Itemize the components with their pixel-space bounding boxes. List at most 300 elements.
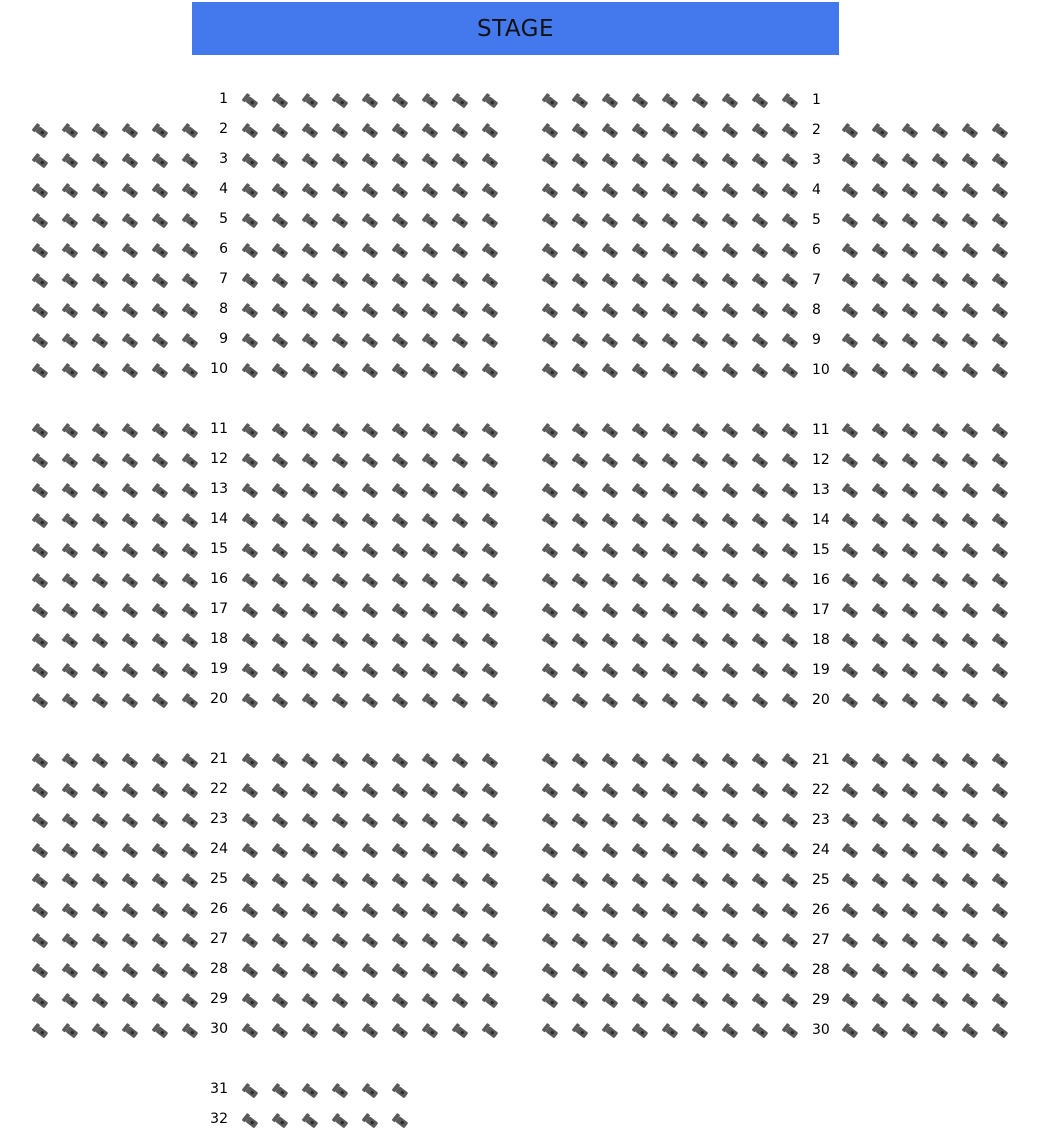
seat-left-row18-3[interactable] — [301, 633, 321, 649]
seat-left-row19-3[interactable] — [301, 663, 321, 679]
seat-left-row2-1[interactable] — [241, 123, 261, 139]
seat-left-row16-7[interactable] — [421, 573, 441, 589]
seat-right-row21-1[interactable] — [541, 753, 561, 769]
seat-right-row21-2[interactable] — [571, 753, 591, 769]
seat-left-row1-2[interactable] — [271, 93, 291, 109]
seat-left-row6-9[interactable] — [481, 243, 501, 259]
seat-right-row24-outer-1[interactable] — [841, 843, 861, 859]
seat-left-row19-outer-2[interactable] — [61, 663, 81, 679]
seat-left-row15-4[interactable] — [331, 543, 351, 559]
seat-left-row2-outer-4[interactable] — [121, 123, 141, 139]
seat-left-row8-9[interactable] — [481, 303, 501, 319]
seat-left-row12-5[interactable] — [361, 453, 381, 469]
seat-right-row4-1[interactable] — [541, 183, 561, 199]
seat-left-row26-1[interactable] — [241, 903, 261, 919]
seat-right-row5-9[interactable] — [781, 213, 801, 229]
seat-right-row5-outer-6[interactable] — [991, 213, 1011, 229]
seat-left-row25-outer-1[interactable] — [31, 873, 51, 889]
seat-left-row7-6[interactable] — [391, 273, 411, 289]
seat-right-row9-4[interactable] — [631, 333, 651, 349]
seat-left-row27-8[interactable] — [451, 933, 471, 949]
seat-left-row22-3[interactable] — [301, 783, 321, 799]
seat-left-row24-outer-5[interactable] — [151, 843, 171, 859]
seat-left-row20-6[interactable] — [391, 693, 411, 709]
seat-right-row14-1[interactable] — [541, 513, 561, 529]
seat-left-row19-4[interactable] — [331, 663, 351, 679]
seat-left-row28-9[interactable] — [481, 963, 501, 979]
seat-left-row1-3[interactable] — [301, 93, 321, 109]
seat-left-row14-8[interactable] — [451, 513, 471, 529]
seat-left-row5-outer-2[interactable] — [61, 213, 81, 229]
seat-left-row20-outer-1[interactable] — [31, 693, 51, 709]
seat-left-row21-2[interactable] — [271, 753, 291, 769]
seat-left-row7-8[interactable] — [451, 273, 471, 289]
seat-right-row6-7[interactable] — [721, 243, 741, 259]
seat-left-row18-1[interactable] — [241, 633, 261, 649]
seat-right-row27-8[interactable] — [751, 933, 771, 949]
seat-left-row25-4[interactable] — [331, 873, 351, 889]
seat-left-row29-9[interactable] — [481, 993, 501, 1009]
seat-right-row8-outer-2[interactable] — [871, 303, 891, 319]
seat-left-row12-8[interactable] — [451, 453, 471, 469]
seat-left-row8-outer-4[interactable] — [121, 303, 141, 319]
seat-left-row25-outer-4[interactable] — [121, 873, 141, 889]
seat-left-row21-9[interactable] — [481, 753, 501, 769]
seat-right-row13-outer-2[interactable] — [871, 483, 891, 499]
seat-left-row16-outer-4[interactable] — [121, 573, 141, 589]
seat-left-row25-outer-3[interactable] — [91, 873, 111, 889]
seat-right-row10-1[interactable] — [541, 363, 561, 379]
seat-right-row7-outer-5[interactable] — [961, 273, 981, 289]
seat-left-row1-4[interactable] — [331, 93, 351, 109]
seat-right-row10-5[interactable] — [661, 363, 681, 379]
seat-left-row26-2[interactable] — [271, 903, 291, 919]
seat-left-row22-7[interactable] — [421, 783, 441, 799]
seat-right-row16-6[interactable] — [691, 573, 711, 589]
seat-right-row23-8[interactable] — [751, 813, 771, 829]
seat-left-row25-outer-5[interactable] — [151, 873, 171, 889]
seat-right-row4-outer-1[interactable] — [841, 183, 861, 199]
seat-left-row19-outer-3[interactable] — [91, 663, 111, 679]
seat-left-row14-outer-5[interactable] — [151, 513, 171, 529]
seat-right-row20-4[interactable] — [631, 693, 651, 709]
seat-left-row26-outer-5[interactable] — [151, 903, 171, 919]
seat-left-row12-outer-5[interactable] — [151, 453, 171, 469]
seat-left-row10-3[interactable] — [301, 363, 321, 379]
seat-right-row5-2[interactable] — [571, 213, 591, 229]
seat-right-row26-outer-5[interactable] — [961, 903, 981, 919]
seat-left-row6-5[interactable] — [361, 243, 381, 259]
seat-left-row25-1[interactable] — [241, 873, 261, 889]
seat-left-row20-outer-4[interactable] — [121, 693, 141, 709]
seat-left-row19-6[interactable] — [391, 663, 411, 679]
seat-right-row27-outer-5[interactable] — [961, 933, 981, 949]
seat-right-row25-outer-6[interactable] — [991, 873, 1011, 889]
seat-left-row11-2[interactable] — [271, 423, 291, 439]
seat-right-row15-4[interactable] — [631, 543, 651, 559]
seat-right-row19-8[interactable] — [751, 663, 771, 679]
seat-left-row3-outer-4[interactable] — [121, 153, 141, 169]
seat-left-row16-6[interactable] — [391, 573, 411, 589]
seat-right-row20-6[interactable] — [691, 693, 711, 709]
seat-left-row1-7[interactable] — [421, 93, 441, 109]
seat-left-row23-7[interactable] — [421, 813, 441, 829]
seat-right-row24-2[interactable] — [571, 843, 591, 859]
seat-left-row26-7[interactable] — [421, 903, 441, 919]
seat-left-row17-outer-3[interactable] — [91, 603, 111, 619]
seat-left-row18-9[interactable] — [481, 633, 501, 649]
seat-right-row16-4[interactable] — [631, 573, 651, 589]
seat-left-row26-outer-2[interactable] — [61, 903, 81, 919]
seat-right-row23-outer-3[interactable] — [901, 813, 921, 829]
seat-left-row20-5[interactable] — [361, 693, 381, 709]
seat-left-row12-4[interactable] — [331, 453, 351, 469]
seat-left-row21-1[interactable] — [241, 753, 261, 769]
seat-left-row2-outer-5[interactable] — [151, 123, 171, 139]
seat-right-row17-outer-4[interactable] — [931, 603, 951, 619]
seat-left-row27-outer-4[interactable] — [121, 933, 141, 949]
seat-left-row17-4[interactable] — [331, 603, 351, 619]
seat-left-row12-3[interactable] — [301, 453, 321, 469]
seat-left-row3-7[interactable] — [421, 153, 441, 169]
seat-right-row4-outer-2[interactable] — [871, 183, 891, 199]
seat-right-row24-1[interactable] — [541, 843, 561, 859]
seat-left-row24-7[interactable] — [421, 843, 441, 859]
seat-right-row23-outer-1[interactable] — [841, 813, 861, 829]
seat-right-row22-7[interactable] — [721, 783, 741, 799]
seat-right-row26-8[interactable] — [751, 903, 771, 919]
seat-left-row14-outer-2[interactable] — [61, 513, 81, 529]
seat-left-row29-5[interactable] — [361, 993, 381, 1009]
seat-right-row13-outer-4[interactable] — [931, 483, 951, 499]
seat-left-row9-6[interactable] — [391, 333, 411, 349]
seat-right-row10-9[interactable] — [781, 363, 801, 379]
seat-right-row24-outer-6[interactable] — [991, 843, 1011, 859]
seat-right-row6-outer-6[interactable] — [991, 243, 1011, 259]
seat-right-row23-2[interactable] — [571, 813, 591, 829]
seat-right-row21-outer-4[interactable] — [931, 753, 951, 769]
seat-right-row27-4[interactable] — [631, 933, 651, 949]
seat-left-row15-8[interactable] — [451, 543, 471, 559]
seat-left-row26-outer-4[interactable] — [121, 903, 141, 919]
seat-left-row22-1[interactable] — [241, 783, 261, 799]
seat-right-row24-3[interactable] — [601, 843, 621, 859]
seat-left-row2-outer-3[interactable] — [91, 123, 111, 139]
seat-right-row12-9[interactable] — [781, 453, 801, 469]
seat-right-row7-5[interactable] — [661, 273, 681, 289]
seat-left-row10-2[interactable] — [271, 363, 291, 379]
seat-right-row30-8[interactable] — [751, 1023, 771, 1039]
seat-left-row29-outer-1[interactable] — [31, 993, 51, 1009]
seat-right-row26-1[interactable] — [541, 903, 561, 919]
seat-right-row28-6[interactable] — [691, 963, 711, 979]
seat-right-row29-outer-1[interactable] — [841, 993, 861, 1009]
seat-right-row2-outer-2[interactable] — [871, 123, 891, 139]
seat-right-row3-4[interactable] — [631, 153, 651, 169]
seat-right-row22-2[interactable] — [571, 783, 591, 799]
seat-right-row23-outer-6[interactable] — [991, 813, 1011, 829]
seat-right-row3-3[interactable] — [601, 153, 621, 169]
seat-left-row22-outer-2[interactable] — [61, 783, 81, 799]
seat-left-row14-5[interactable] — [361, 513, 381, 529]
seat-right-row19-1[interactable] — [541, 663, 561, 679]
seat-left-row25-6[interactable] — [391, 873, 411, 889]
seat-right-row4-9[interactable] — [781, 183, 801, 199]
seat-right-row21-5[interactable] — [661, 753, 681, 769]
seat-right-row16-9[interactable] — [781, 573, 801, 589]
seat-left-row10-outer-1[interactable] — [31, 363, 51, 379]
seat-right-row6-9[interactable] — [781, 243, 801, 259]
seat-right-row29-2[interactable] — [571, 993, 591, 1009]
seat-left-row27-5[interactable] — [361, 933, 381, 949]
seat-left-row4-5[interactable] — [361, 183, 381, 199]
seat-right-row23-7[interactable] — [721, 813, 741, 829]
seat-left-row8-5[interactable] — [361, 303, 381, 319]
seat-left-row15-7[interactable] — [421, 543, 441, 559]
seat-left-row4-7[interactable] — [421, 183, 441, 199]
seat-left-row12-1[interactable] — [241, 453, 261, 469]
seat-right-row7-outer-6[interactable] — [991, 273, 1011, 289]
seat-left-row21-outer-1[interactable] — [31, 753, 51, 769]
seat-right-row2-8[interactable] — [751, 123, 771, 139]
seat-right-row9-outer-1[interactable] — [841, 333, 861, 349]
seat-right-row18-outer-6[interactable] — [991, 633, 1011, 649]
seat-right-row14-6[interactable] — [691, 513, 711, 529]
seat-right-row3-6[interactable] — [691, 153, 711, 169]
seat-left-row1-6[interactable] — [391, 93, 411, 109]
seat-left-row29-1[interactable] — [241, 993, 261, 1009]
seat-right-row1-9[interactable] — [781, 93, 801, 109]
seat-left-row16-9[interactable] — [481, 573, 501, 589]
seat-right-row20-outer-5[interactable] — [961, 693, 981, 709]
seat-right-row14-8[interactable] — [751, 513, 771, 529]
seat-left-row25-outer-2[interactable] — [61, 873, 81, 889]
seat-right-row25-1[interactable] — [541, 873, 561, 889]
seat-left-row6-4[interactable] — [331, 243, 351, 259]
seat-right-row29-outer-4[interactable] — [931, 993, 951, 1009]
seat-right-row29-3[interactable] — [601, 993, 621, 1009]
seat-left-row18-outer-4[interactable] — [121, 633, 141, 649]
seat-left-row25-7[interactable] — [421, 873, 441, 889]
seat-right-row3-outer-2[interactable] — [871, 153, 891, 169]
seat-left-row11-outer-1[interactable] — [31, 423, 51, 439]
seat-left-row12-9[interactable] — [481, 453, 501, 469]
seat-left-row6-outer-1[interactable] — [31, 243, 51, 259]
seat-right-row9-outer-3[interactable] — [901, 333, 921, 349]
seat-left-row26-8[interactable] — [451, 903, 471, 919]
seat-left-row26-outer-3[interactable] — [91, 903, 111, 919]
seat-left-row1-9[interactable] — [481, 93, 501, 109]
seat-left-row31-1[interactable] — [241, 1083, 261, 1099]
seat-left-row1-1[interactable] — [241, 93, 261, 109]
seat-left-row26-3[interactable] — [301, 903, 321, 919]
seat-right-row7-1[interactable] — [541, 273, 561, 289]
seat-left-row19-9[interactable] — [481, 663, 501, 679]
seat-left-row18-5[interactable] — [361, 633, 381, 649]
seat-left-row29-3[interactable] — [301, 993, 321, 1009]
seat-right-row9-2[interactable] — [571, 333, 591, 349]
seat-left-row14-outer-4[interactable] — [121, 513, 141, 529]
seat-right-row20-2[interactable] — [571, 693, 591, 709]
seat-left-row27-outer-2[interactable] — [61, 933, 81, 949]
seat-right-row22-4[interactable] — [631, 783, 651, 799]
seat-right-row9-outer-4[interactable] — [931, 333, 951, 349]
seat-right-row18-5[interactable] — [661, 633, 681, 649]
seat-right-row16-2[interactable] — [571, 573, 591, 589]
seat-right-row18-4[interactable] — [631, 633, 651, 649]
seat-right-row7-6[interactable] — [691, 273, 711, 289]
seat-left-row23-outer-4[interactable] — [121, 813, 141, 829]
seat-right-row15-1[interactable] — [541, 543, 561, 559]
seat-right-row13-outer-6[interactable] — [991, 483, 1011, 499]
seat-left-row22-2[interactable] — [271, 783, 291, 799]
seat-right-row29-5[interactable] — [661, 993, 681, 1009]
seat-left-row19-outer-4[interactable] — [121, 663, 141, 679]
seat-left-row23-2[interactable] — [271, 813, 291, 829]
seat-left-row32-6[interactable] — [391, 1113, 411, 1129]
seat-right-row11-1[interactable] — [541, 423, 561, 439]
seat-left-row9-5[interactable] — [361, 333, 381, 349]
seat-left-row9-7[interactable] — [421, 333, 441, 349]
seat-right-row17-9[interactable] — [781, 603, 801, 619]
seat-left-row27-3[interactable] — [301, 933, 321, 949]
seat-left-row8-outer-2[interactable] — [61, 303, 81, 319]
seat-right-row5-4[interactable] — [631, 213, 651, 229]
seat-right-row16-outer-5[interactable] — [961, 573, 981, 589]
seat-left-row11-outer-3[interactable] — [91, 423, 111, 439]
seat-right-row4-outer-3[interactable] — [901, 183, 921, 199]
seat-left-row17-2[interactable] — [271, 603, 291, 619]
seat-right-row15-2[interactable] — [571, 543, 591, 559]
seat-left-row4-outer-2[interactable] — [61, 183, 81, 199]
seat-left-row26-5[interactable] — [361, 903, 381, 919]
seat-right-row27-6[interactable] — [691, 933, 711, 949]
seat-right-row21-4[interactable] — [631, 753, 651, 769]
seat-left-row17-outer-4[interactable] — [121, 603, 141, 619]
seat-left-row25-8[interactable] — [451, 873, 471, 889]
seat-right-row2-9[interactable] — [781, 123, 801, 139]
seat-left-row1-8[interactable] — [451, 93, 471, 109]
seat-right-row25-8[interactable] — [751, 873, 771, 889]
seat-left-row21-outer-3[interactable] — [91, 753, 111, 769]
seat-left-row16-1[interactable] — [241, 573, 261, 589]
seat-right-row14-5[interactable] — [661, 513, 681, 529]
seat-left-row21-8[interactable] — [451, 753, 471, 769]
seat-left-row10-4[interactable] — [331, 363, 351, 379]
seat-left-row13-8[interactable] — [451, 483, 471, 499]
seat-right-row18-outer-2[interactable] — [871, 633, 891, 649]
seat-left-row17-3[interactable] — [301, 603, 321, 619]
seat-right-row15-5[interactable] — [661, 543, 681, 559]
seat-right-row23-9[interactable] — [781, 813, 801, 829]
seat-right-row21-outer-5[interactable] — [961, 753, 981, 769]
seat-right-row11-outer-6[interactable] — [991, 423, 1011, 439]
seat-right-row10-8[interactable] — [751, 363, 771, 379]
seat-right-row27-7[interactable] — [721, 933, 741, 949]
seat-left-row28-6[interactable] — [391, 963, 411, 979]
seat-right-row11-3[interactable] — [601, 423, 621, 439]
seat-right-row3-outer-5[interactable] — [961, 153, 981, 169]
seat-right-row27-9[interactable] — [781, 933, 801, 949]
seat-right-row18-outer-5[interactable] — [961, 633, 981, 649]
seat-right-row23-5[interactable] — [661, 813, 681, 829]
seat-left-row9-8[interactable] — [451, 333, 471, 349]
seat-left-row15-6[interactable] — [391, 543, 411, 559]
seat-right-row8-6[interactable] — [691, 303, 711, 319]
seat-right-row21-outer-6[interactable] — [991, 753, 1011, 769]
seat-right-row15-outer-2[interactable] — [871, 543, 891, 559]
seat-right-row7-outer-3[interactable] — [901, 273, 921, 289]
seat-left-row2-8[interactable] — [451, 123, 471, 139]
seat-left-row23-8[interactable] — [451, 813, 471, 829]
seat-right-row11-9[interactable] — [781, 423, 801, 439]
seat-right-row4-3[interactable] — [601, 183, 621, 199]
seat-right-row4-7[interactable] — [721, 183, 741, 199]
seat-left-row4-2[interactable] — [271, 183, 291, 199]
seat-left-row24-8[interactable] — [451, 843, 471, 859]
seat-left-row6-6[interactable] — [391, 243, 411, 259]
seat-left-row7-outer-4[interactable] — [121, 273, 141, 289]
seat-left-row30-5[interactable] — [361, 1023, 381, 1039]
seat-left-row20-4[interactable] — [331, 693, 351, 709]
seat-left-row28-outer-1[interactable] — [31, 963, 51, 979]
seat-right-row6-outer-2[interactable] — [871, 243, 891, 259]
seat-right-row15-6[interactable] — [691, 543, 711, 559]
seat-left-row16-outer-1[interactable] — [31, 573, 51, 589]
seat-left-row10-7[interactable] — [421, 363, 441, 379]
seat-right-row11-outer-2[interactable] — [871, 423, 891, 439]
seat-right-row25-outer-4[interactable] — [931, 873, 951, 889]
seat-left-row24-outer-4[interactable] — [121, 843, 141, 859]
seat-left-row8-1[interactable] — [241, 303, 261, 319]
seat-right-row22-outer-2[interactable] — [871, 783, 891, 799]
seat-left-row2-outer-1[interactable] — [31, 123, 51, 139]
seat-right-row27-1[interactable] — [541, 933, 561, 949]
seat-right-row5-7[interactable] — [721, 213, 741, 229]
seat-left-row18-6[interactable] — [391, 633, 411, 649]
seat-right-row25-4[interactable] — [631, 873, 651, 889]
seat-right-row29-1[interactable] — [541, 993, 561, 1009]
seat-right-row10-4[interactable] — [631, 363, 651, 379]
seat-left-row22-5[interactable] — [361, 783, 381, 799]
seat-left-row3-3[interactable] — [301, 153, 321, 169]
seat-left-row12-outer-4[interactable] — [121, 453, 141, 469]
seat-right-row18-8[interactable] — [751, 633, 771, 649]
seat-left-row17-6[interactable] — [391, 603, 411, 619]
seat-right-row7-outer-2[interactable] — [871, 273, 891, 289]
seat-left-row24-6[interactable] — [391, 843, 411, 859]
seat-right-row9-5[interactable] — [661, 333, 681, 349]
seat-left-row24-3[interactable] — [301, 843, 321, 859]
seat-right-row28-2[interactable] — [571, 963, 591, 979]
seat-right-row22-outer-4[interactable] — [931, 783, 951, 799]
seat-right-row5-3[interactable] — [601, 213, 621, 229]
seat-right-row6-2[interactable] — [571, 243, 591, 259]
seat-left-row2-5[interactable] — [361, 123, 381, 139]
seat-left-row22-9[interactable] — [481, 783, 501, 799]
seat-right-row5-1[interactable] — [541, 213, 561, 229]
seat-right-row28-outer-4[interactable] — [931, 963, 951, 979]
seat-left-row6-outer-2[interactable] — [61, 243, 81, 259]
seat-left-row12-2[interactable] — [271, 453, 291, 469]
seat-left-row11-7[interactable] — [421, 423, 441, 439]
seat-right-row4-5[interactable] — [661, 183, 681, 199]
seat-right-row16-outer-4[interactable] — [931, 573, 951, 589]
seat-left-row13-2[interactable] — [271, 483, 291, 499]
seat-right-row26-outer-3[interactable] — [901, 903, 921, 919]
seat-right-row14-outer-2[interactable] — [871, 513, 891, 529]
seat-right-row12-6[interactable] — [691, 453, 711, 469]
